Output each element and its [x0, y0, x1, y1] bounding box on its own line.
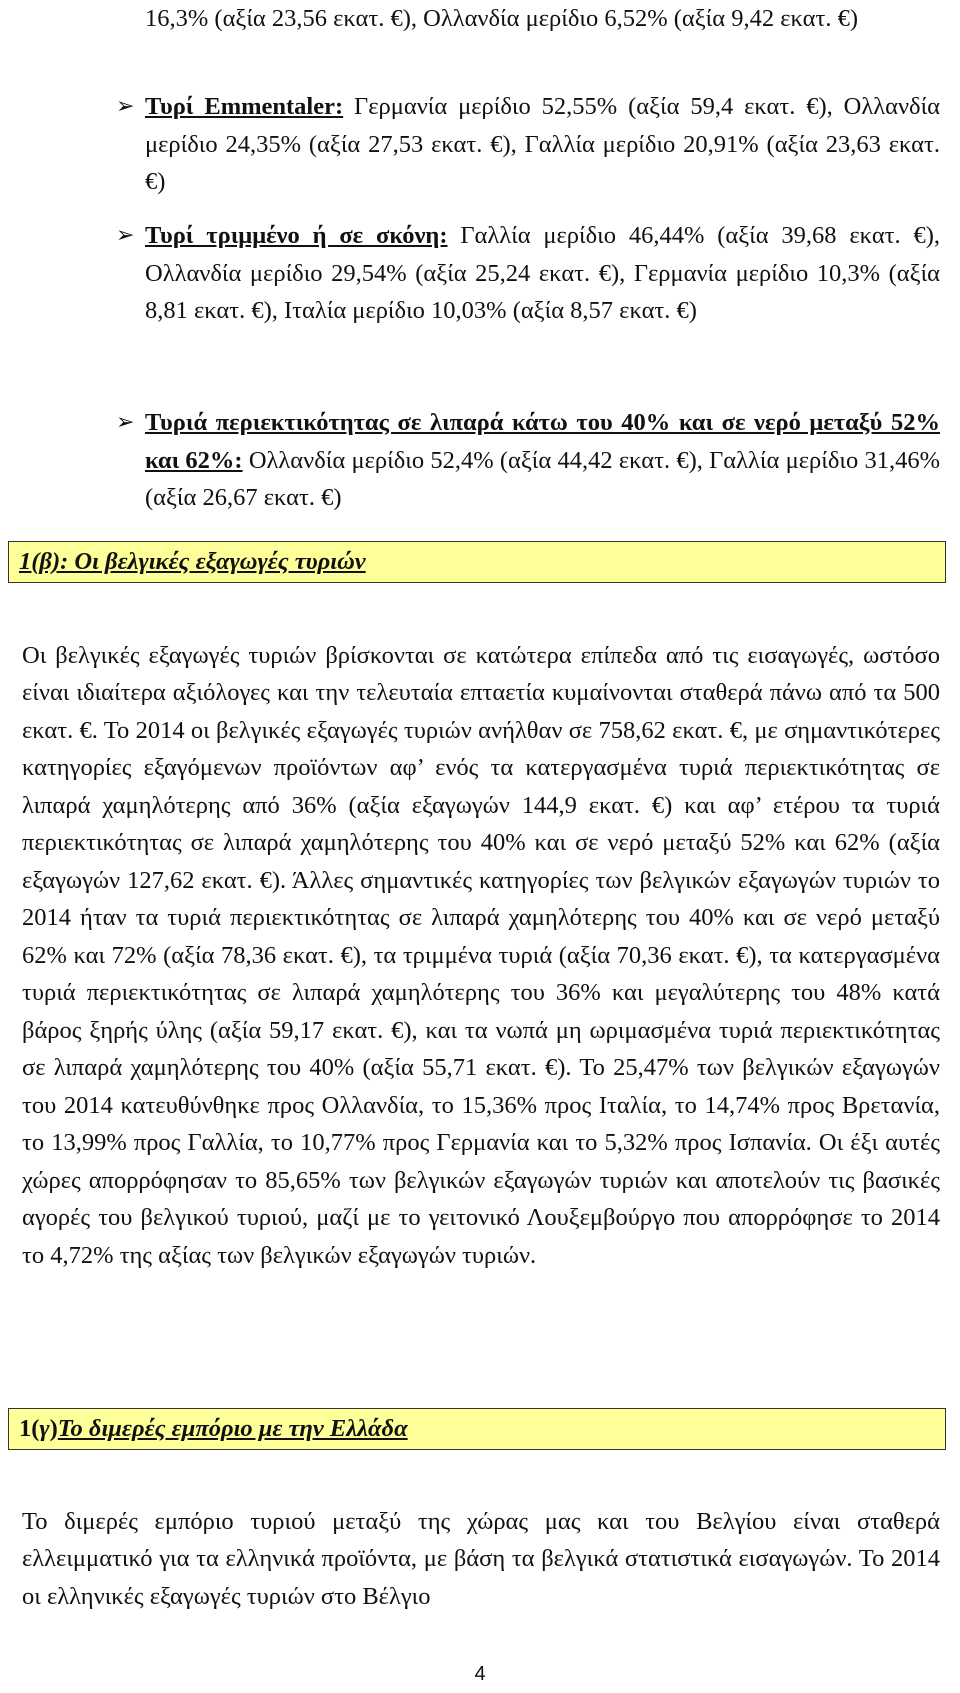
exports-paragraph: Οι βελγικές εξαγωγές τυριών βρίσκονται σε κατώτερα επίπεδα από τις εισαγωγές, ωστόσο είναι ιδιαίτερα αξιόλογες και την τελευταία επταετία κυμαίνονται σταθερά πάνω από τα 500 εκατ. €. Το 2014 οι βελγικές εξαγωγές τυριών ανήλθαν σε 758,62 εκατ. €, με σημαντικότερες κατηγορίες εξαγόμενων προϊόντων αφ’ ενός τα κατεργασμένα τυριά περιεκτικότητας σε λιπαρά χαμηλότερης από 36% (αξία εξαγωγών 144,9 εκατ. €) και αφ’ ετέρου τα τυριά περιεκτικότητας σε λιπαρά χαμηλότερης του 40% και σε νερό μεταξύ 52% και 62% (αξία εξαγωγών 127,62 εκατ. €). Άλλες σημαντικές κατηγορίες των βελγικών εξαγωγών τυριών το 2014 ήταν τα τυριά περιεκτικότητας σε λιπαρά χαμηλότερης του 40% και σε νερό μεταξύ 62% και 72% (αξία 78,36 εκατ. €), τα τριμμένα τυριά (αξία 70,36 εκατ. €), τα κατεργασμένα τυριά περιεκτικότητας σε λιπαρά χαμηλότερης του 36% και μεγαλύτερης του 48% κατά βάρος ξηρής ύλης (αξία 59,17 εκατ. €), και τα νωπά μη ωριμασμένα τυριά περιεκτικότητας σε λιπαρά χαμηλότερης του 40% (αξία 55,71 εκατ. €). Το 25,47% των βελγικών εξαγωγών του 2014 κατευθύνθηκε προς Ολλανδία, το 15,36% προς Ιταλία, το 14,74% προς Βρετανία, το 13,99% προς Γαλλία, το 10,77% προς Γερμανία και το 5,32% προς Ισπανία. Οι έξι αυτές χώρες απορρόφησαν το 85,65% των βελγικών εξαγωγών τυριών και αποτελούν τις βασικές αγορές του βελγικού τυριού, μαζί με το γειτονικό Λουξεμβούργο που απορρόφησε το 2014 το 4,72% της αξίας των βελγικών εξαγωγών τυριών. — [22, 641, 940, 1269]
bullet-low-fat-cheese — [116, 404, 941, 517]
arrow-bullet-icon: ➢ — [116, 223, 135, 248]
bullet-text: Γερμανία μερίδιο 52,55% (αξία 59,4 εκατ. €), Ολλανδία μερίδιο 24,35% (αξία 27,53 εκατ. €), Γαλλία μερίδιο 20,91% (αξία 23,63 εκατ. €) — [145, 93, 940, 195]
bullet-grated-cheese — [116, 217, 941, 330]
bullet-text: Ολλανδία μερίδιο 52,4% (αξία 44,42 εκατ. €), Γαλλία μερίδιο 31,46% (αξία 26,67 εκατ. €) — [145, 446, 941, 511]
bullet-title: Τυριά περιεκτικότητας σε λιπαρά κάτω του 40% και σε νερό μεταξύ 52% και 62%: — [145, 409, 940, 474]
bullet-title: Τυρί τριμμένο ή σε σκόνη: — [145, 222, 448, 249]
bilateral-trade-paragraph: Το διμερές εμπόριο τυριού μεταξύ της χώρας μας και του Βελγίου είναι σταθερά ελλειμματικό για τα ελληνικά προϊόντα, με βάση τα βελγικά στατιστικά εισαγωγών. Το 2014 οι ελληνικές εξαγωγές τυριών στο Βέλγιο — [22, 1507, 940, 1610]
section-heading-text: Το διμερές εμπόριο με την Ελλάδα — [57, 1415, 408, 1442]
section-number: 1( — [19, 1415, 40, 1442]
continuation-text: 16,3% (αξία 23,56 εκατ. €), Ολλανδία μερίδιο 6,52% (αξία 9,42 εκατ. €) — [145, 5, 858, 32]
arrow-bullet-icon: ➢ — [116, 410, 135, 435]
section-heading-exports — [8, 541, 946, 583]
section-heading-text: 1(β): Οι βελγικές εξαγωγές τυριών — [19, 548, 366, 575]
section-letter: γ — [39, 1415, 50, 1442]
section-close: ) — [49, 1415, 58, 1442]
section-heading-bilateral-trade — [8, 1408, 946, 1450]
bullet-emmentaler — [116, 88, 940, 201]
bullet-text: Γαλλία μερίδιο 46,44% (αξία 39,68 εκατ. €), Ολλανδία μερίδιο 29,54% (αξία 25,24 εκατ. €), Γερμανία μερίδιο 10,3% (αξία 8,81 εκατ. €), Ιταλία μερίδιο 10,03% (αξία 8,57 εκατ. €) — [145, 222, 941, 324]
bullet-title: Τυρί Emmentaler: — [145, 93, 344, 120]
arrow-bullet-icon: ➢ — [116, 94, 135, 119]
page-number: 4 — [474, 1663, 486, 1685]
